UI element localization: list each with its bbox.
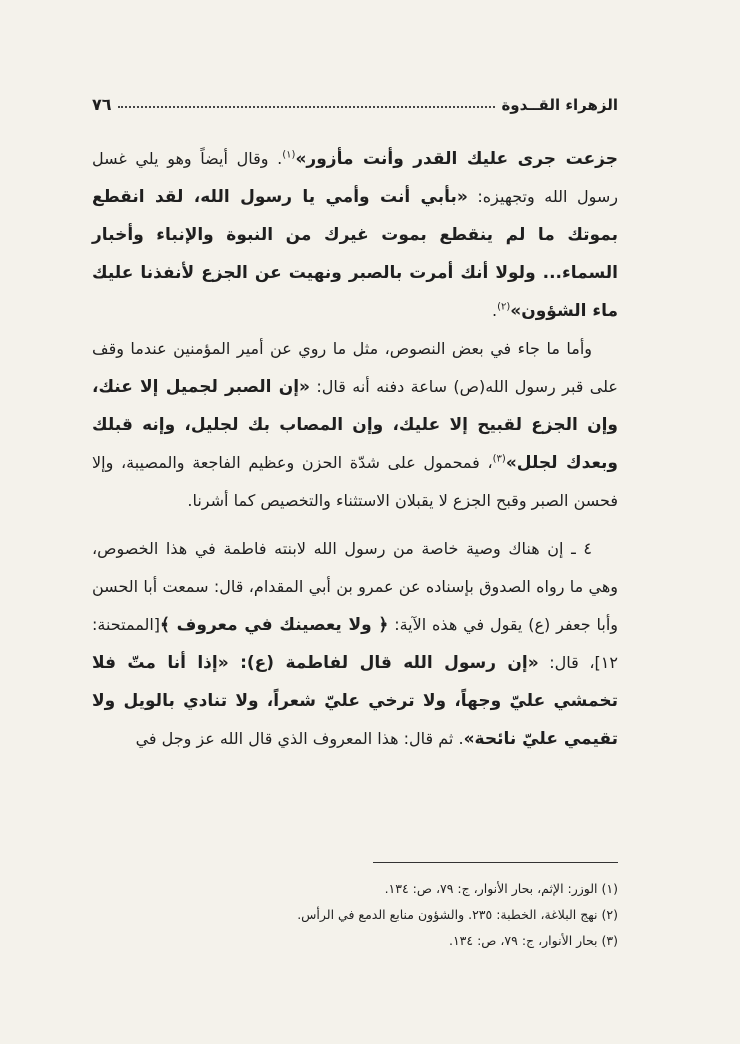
footnote-3: (٣) بحار الأنوار، ج: ٧٩، ص: ١٣٤. <box>448 933 618 948</box>
header-dotted-leader <box>118 106 496 108</box>
bold-quote: ﴿ ولا يعصينك في معروف ﴾ <box>160 615 389 635</box>
text-run: . <box>491 301 498 320</box>
footnote-2: (٢) نهج البلاغة، الخطبة: ٢٣٥. والشؤون منابع الدمع في الرأس. <box>297 907 618 922</box>
page-number: ٧٦ <box>92 95 112 114</box>
footnote-ref: (٢) <box>497 301 511 313</box>
footnote-ref: (٣) <box>492 453 506 465</box>
text-run: ٤ ـ إن هناك وصية خاصة من رسول الله لابنته فاطمة في هذا الخصوص، وهي ما رواه الصدوق بإسناده عن عمرو بن أبي المقدام، قال: سمعت أبا الحسن وأبا جعفر (ع) يقول في هذه الآية: <box>92 539 618 634</box>
text-run: وأما ما جاء في بعض النصوص، مثل ما روي عن أمير المؤمنين عندما وقف على قبر رسول الله(ص) ساعة دفنه أنه قال: <box>92 339 618 396</box>
paragraph-3 <box>92 530 618 758</box>
text-run: . ثم قال: هذا المعروف الذي قال الله عز وجل في <box>135 729 464 748</box>
bold-quote: «إن الصبر لجميل إلا عنك، وإن الجزع لقبيح إلا عليك، وإن المصاب بك لجليل، وإنه قبلك وبعدك لجلل» <box>92 377 618 473</box>
body-text <box>92 140 618 758</box>
text-run: . وقال أيضاً وهو يلي غسل رسول الله وتجهيزه: <box>92 149 618 206</box>
footnote-separator <box>373 862 618 863</box>
footnote-ref: (١) <box>282 149 296 161</box>
paragraph-2 <box>92 330 618 520</box>
bold-quote: «إن رسول الله قال لفاطمة (ع): «إذا أنا متّ فلا تخمشي عليّ وجهاً، ولا ترخي عليّ شعراً، ولا تنادي بالويل ولا تقيمي عليّ نائحة» <box>92 653 618 749</box>
text-run: ، فمحمول على شدّة الحزن وعظيم الفاجعة والمصيبة، وإلا فحسن الصبر وقبح الجزع لا يقبلان الاستثناء والتخصيص كما أشرنا. <box>92 453 618 510</box>
running-header <box>92 84 618 114</box>
bold-quote: جزعت جرى عليك القدر وأنت مأزور» <box>295 149 619 169</box>
footnote-1: (١) الوزر: الإثم، بحار الأنوار، ج: ٧٩، ص: ١٣٤. <box>384 881 618 896</box>
bold-quote: «بأبي أنت وأمي يا رسول الله، لقد انقطع بموتك ما لم ينقطع بموت غيرك من النبوة والإنباء وأخبار السماء... ولولا أنك أمرت بالصبر ونهيت عن الجزع لأنفذنا عليك ماء الشؤون» <box>92 187 618 321</box>
header-title: الزهراء القــدوة <box>501 96 618 114</box>
footnotes <box>92 876 618 954</box>
text-run: [الممتحنة: ١٢]، قال: <box>92 615 618 672</box>
paragraph-1 <box>92 140 618 330</box>
